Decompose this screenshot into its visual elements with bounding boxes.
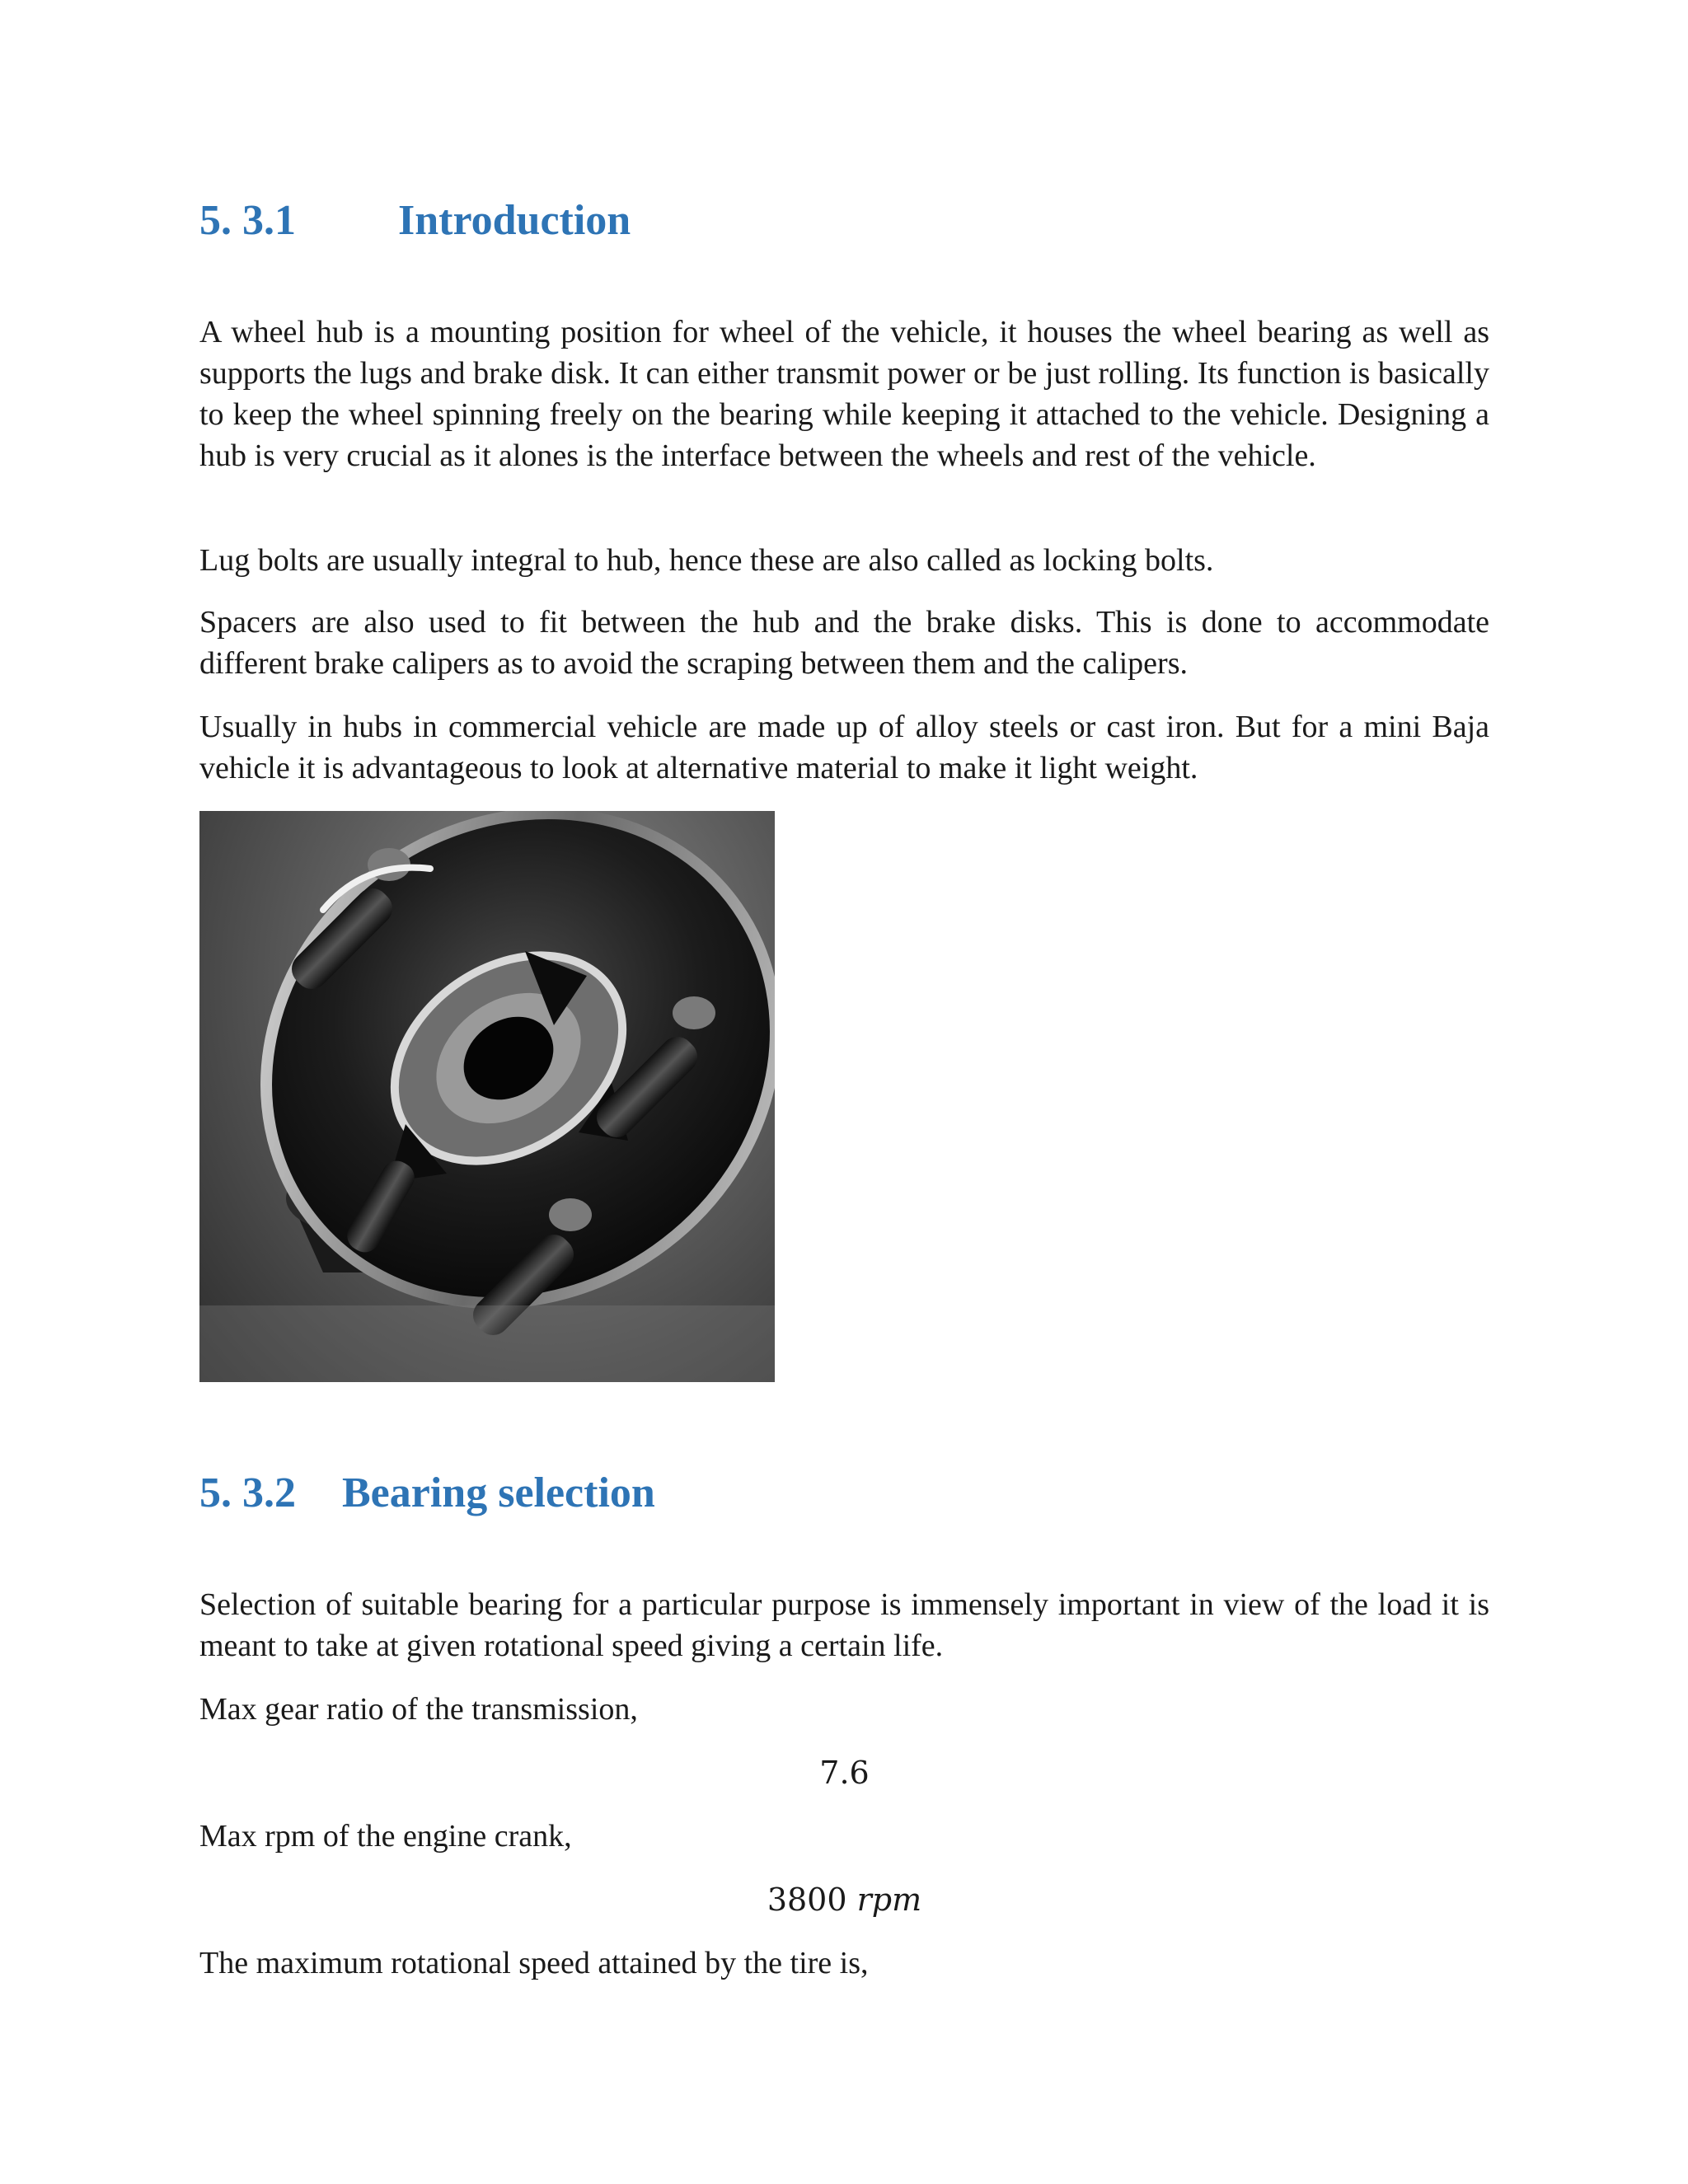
wheel-hub-illustration (199, 811, 775, 1382)
engine-rpm-value: 3800 (767, 1882, 847, 1918)
section-heading-bearing-selection (199, 1469, 655, 1517)
intro-paragraph-3: Spacers are also used to fit between the hub and the brake disks. This is done to accommodate different brake calipers as to avoid the scraping between them and the calipers. (199, 605, 1489, 681)
section-title: Bearing selection (342, 1469, 655, 1516)
gear-ratio-equation (199, 1752, 1489, 1793)
section-number: 5. 3.2 (199, 1469, 296, 1516)
tire-speed-label: The maximum rotational speed attained by the tire is, (199, 1946, 869, 1980)
section-title: Introduction (398, 197, 631, 244)
section-heading-introduction (199, 196, 631, 245)
gear-ratio-label: Max gear ratio of the transmission, (199, 1692, 638, 1727)
engine-rpm-label: Max rpm of the engine crank, (199, 1819, 572, 1854)
intro-paragraph-1: A wheel hub is a mounting position for wheel of the vehicle, it houses the wheel bearing as well as supports the lugs and brake disk. It can either transmit power or be just rolling. Its function is basically to keep the wheel spinning freely on the bearing while keeping it attached to the vehicle. Designing a hub is very crucial as it alones is the interface between the wheels and rest of the vehicle. (199, 315, 1489, 473)
intro-paragraph-4: Usually in hubs in commercial vehicle are made up of alloy steels or cast iron. But for a mini Baja vehicle it is advantageous to look at alternative material to make it light weight. (199, 710, 1489, 785)
engine-rpm-unit: rpm (856, 1882, 922, 1918)
intro-paragraph-2: Lug bolts are usually integral to hub, hence these are also called as locking bolts. (199, 543, 1214, 578)
engine-rpm-equation (199, 1879, 1489, 1920)
wheel-hub-image (199, 811, 775, 1382)
section-number: 5. 3.1 (199, 197, 296, 244)
bearing-paragraph-1: Selection of suitable bearing for a particular purpose is immensely important in view of the load it is meant to take at given rotational speed giving a certain life. (199, 1587, 1489, 1663)
gear-ratio-value: 7.6 (819, 1755, 870, 1791)
